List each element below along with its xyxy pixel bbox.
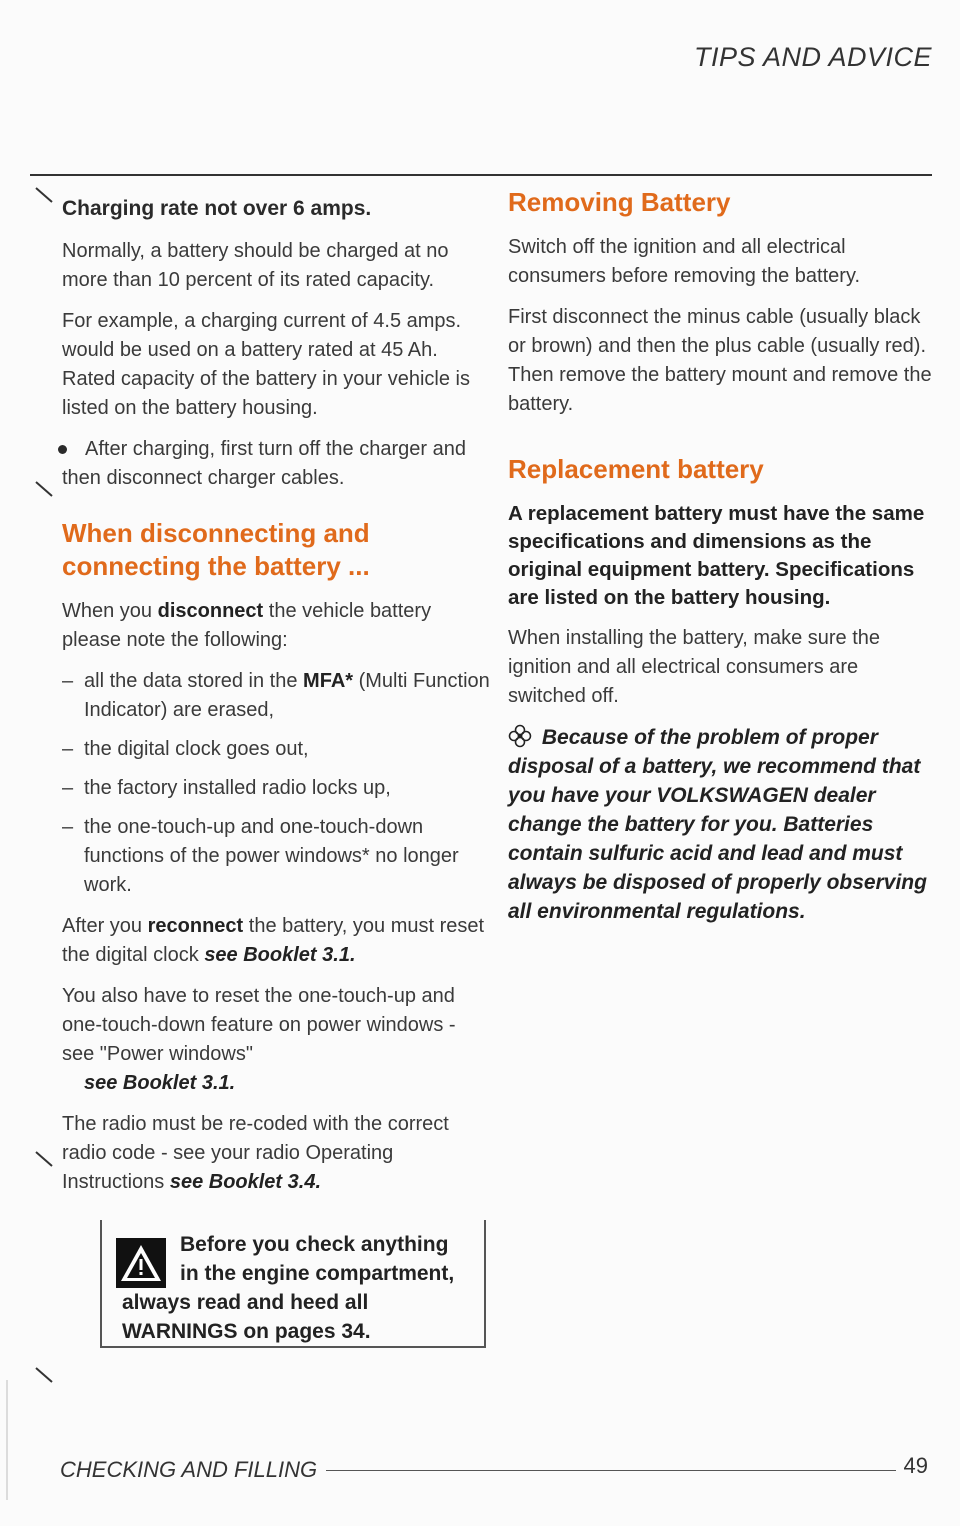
removing-battery-heading: Removing Battery: [508, 187, 731, 217]
list-item: [62, 813, 490, 900]
environment-flower-icon: [508, 724, 532, 748]
charging-rate-heading: Charging rate not over 6 amps.: [62, 197, 372, 220]
paragraph-power-windows: [62, 982, 490, 1098]
corner-mark-icon: [34, 480, 56, 510]
text-segment: the one-touch-up and one-touch-down functions of the power windows* no longer work.: [84, 816, 459, 896]
replacement-battery-heading: Replacement battery: [508, 454, 764, 484]
header-rule: [30, 174, 932, 176]
footer-section-title: CHECKING AND FILLING: [60, 1457, 318, 1482]
right-column: [508, 186, 940, 938]
booklet-reference: see Booklet 3.4.: [169, 1171, 322, 1193]
paragraph-reconnect: [62, 912, 490, 970]
warning-box: [100, 1220, 486, 1348]
booklet-reference: see Booklet 3.1.: [84, 1072, 236, 1094]
list-item: [62, 774, 490, 803]
corner-mark-icon: [34, 1150, 56, 1180]
list-item: [62, 667, 490, 725]
environment-note: [508, 723, 940, 926]
warning-text: Before you check anything in the engine compartment, always read and heed all WARNINGS on pages 34.: [122, 1233, 455, 1343]
left-column: [62, 194, 490, 1209]
footer-rule: [326, 1470, 896, 1471]
text-segment: The radio must be re-coded with the correct radio code - see your radio Operating Instructions: [62, 1113, 449, 1193]
bullet-dot: [58, 445, 67, 454]
margin-line: [6, 1380, 8, 1500]
keyword-disconnect: disconnect: [157, 600, 264, 622]
paragraph-disconnect: [62, 597, 490, 655]
paragraph-example: For example, a charging current of 4.5 amps. would be used on a battery rated at 45 Ah. Rated capacity of the battery in your vehicle is listed on the battery housing.: [62, 310, 470, 419]
text-segment: the digital clock goes out,: [84, 738, 309, 760]
booklet-reference: see Booklet 3.1.: [204, 944, 356, 966]
text-segment: (Multi Function Indicator) are erased,: [84, 670, 490, 721]
keyword-reconnect: reconnect: [147, 915, 244, 937]
text-segment: the vehicle battery please note the following:: [62, 600, 432, 651]
paragraph-specifications: A replacement battery must have the same specifications and dimensions as the original equipment battery. Specifications are listed on the battery housing.: [508, 502, 925, 609]
text-segment: the factory installed radio locks up,: [84, 777, 391, 799]
text-segment: You also have to reset the one-touch-up and one-touch-down feature on power windows - see "Power windows": [62, 985, 456, 1065]
paragraph-radio: [62, 1110, 490, 1197]
keyword-mfa: MFA*: [303, 670, 354, 692]
paragraph-normally: Normally, a battery should be charged at no more than 10 percent of its rated capacity.: [62, 240, 449, 291]
paragraph-disconnect-cables: First disconnect the minus cable (usually black or brown) and then the plus cable (usually red). Then remove the battery mount and remove the battery.: [508, 306, 932, 415]
text-segment: After you: [62, 915, 143, 937]
disconnect-effects-list: [62, 667, 490, 900]
paragraph-switch-off: Switch off the ignition and all electrical consumers before removing the battery.: [508, 236, 861, 287]
bullet-after-charging: [62, 435, 490, 493]
text-segment: When you: [62, 600, 153, 622]
paragraph-installing: When installing the battery, make sure the ignition and all electrical consumers are switched off.: [508, 627, 881, 707]
warning-triangle-icon: [116, 1238, 166, 1288]
page-header-title: TIPS AND ADVICE: [693, 42, 932, 72]
text-segment: the battery, you must reset the digital clock: [62, 915, 485, 966]
bullet-text: After charging, first turn off the charger and then disconnect charger cables.: [62, 438, 466, 489]
text-segment: all the data stored in the: [84, 670, 298, 692]
disconnect-heading: When disconnecting and connecting the battery ...: [62, 518, 370, 581]
environment-text: Because of the problem of proper disposal of a battery, we recommend that you have your VOLKSWAGEN dealer change the battery for you. Batteries contain sulfuric acid and lead and must always be disposed of properly observing all environmental regulations.: [508, 726, 927, 923]
corner-mark-icon: [34, 1366, 56, 1396]
list-item: [62, 735, 490, 764]
corner-mark-icon: [34, 186, 56, 216]
page-number: 49: [903, 1453, 928, 1478]
